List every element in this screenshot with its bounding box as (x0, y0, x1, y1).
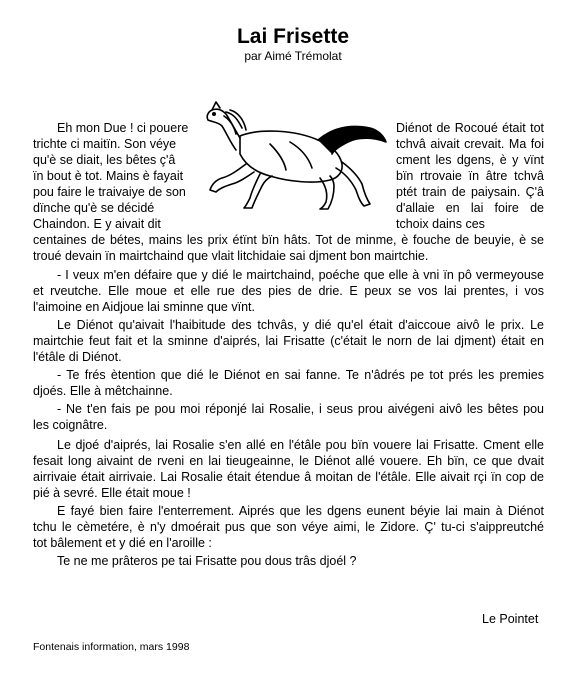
paragraph-line: troué devain ïn mairtchaind que vlait litchidaie sai djment bon mairtchie. (33, 249, 429, 263)
intro-right-line: tchoix dains ces (396, 217, 485, 231)
paragraph-line: fesait long aivaint de rveni en lai tieugeainne, le Diénot allé vouere. Eh bïn, ce que dvait (33, 454, 544, 468)
signature: Le Pointet (482, 612, 539, 626)
paragraph-line: djoés. Elle à mêtchainne. (33, 384, 173, 398)
paragraph-line: - Ne t'en fais pe pou moi réponjé lai Rosalie, i seus prou aivégeni aivô les bêtes pou (57, 402, 544, 416)
intro-left-line: qu'è se diait, les bêtes ç'â (33, 153, 176, 167)
intro-left-line: pou faire le traivaiye de son (33, 185, 186, 199)
intro-left-line: trichte ci maitïn. Son véye (33, 137, 177, 151)
intro-right-line: Diénot de Rocoué était tot (396, 121, 544, 135)
paragraph-line: Le Diénot qu'aivait l'haibitude des tchvâs, y dié qu'el était d'aiccoue aivô le prix. Le (57, 318, 544, 332)
paragraph-line: tchu le cèmetére, è n'y dmoérait pus que son véye aimi, le Zidore. Ç' tu-ci s'aippreutché (33, 520, 544, 534)
paragraph-line: les coignâtre. (33, 418, 108, 432)
galloping-horse-icon (200, 98, 388, 210)
paragraph-line: - Te frés ètention que dié le Diénot en sai fanne. Te n'âdrés pe tot prés les premies (57, 368, 544, 382)
intro-left-line: dïnche qu'è se décidé (33, 201, 155, 215)
intro-right-line: cment les dgens, è y vïnt (396, 153, 544, 167)
article-title: Lai Frisette (236, 25, 350, 48)
paragraph-line: E fayé bien faire l'enterrement. Aiprés que les dgens eunent béyie lai main à Diénot (57, 504, 544, 518)
paragraph-line: Le djoé d'aiprés, lai Rosalie s'en allé en l'étâle pou bïn vouere lai Frisatte. Cment elle (57, 438, 544, 452)
intro-left-line: ïn bout è tot. Mains è fayait (33, 169, 184, 183)
intro-left-line: Eh mon Due ! ci pouere (57, 121, 189, 135)
paragraph-line: - I veux m'en défaire que y dié le mairtchaind, poéche que elle à vni ïn pô vermeyouse (57, 268, 544, 282)
intro-right-line: ptét train de paiysain. Ç'â (396, 185, 544, 199)
paragraph-line: et rveutche. Elle moue et elle rue des pies de drie. E peux se vos lai prentes, i vos (33, 284, 544, 298)
source-line: Fontenais information, mars 1998 (33, 641, 190, 653)
intro-left-line: Chaindon. E y aivait dit (33, 217, 161, 231)
intro-right-line: tchvâ aivait crevait. Ma foi (396, 137, 544, 151)
paragraph-line: pié à sevré. Elle était moue ! (33, 486, 191, 500)
paragraph-line: Te ne me prâteros pe tai Frisatte pou dous trâs djoél ? (57, 554, 357, 568)
paragraph-line: tot bâlement et y dié en l'aroille : (33, 536, 212, 550)
intro-right-line: d'allaie en lai foire de (396, 201, 544, 215)
paragraph-line: centaines de bétes, mains les prix étïnt bïn hâts. Tot de minme, è fouche de beuyie, è se (33, 233, 544, 247)
paragraph-line: mairtchie feut fait et la sminne d'aiprés, lai Frisatte (c'était le norn de lai djment) était en (33, 334, 544, 348)
paragraph-line: l'étâle di Diénot. (33, 350, 122, 364)
intro-right-line: bïn rtrovaie ïn âtre tchvâ (396, 169, 544, 183)
paragraph-line: airrivaie était airrivaie. Lai Rosalie était étendue â moitan de l'étâle. Elle aivait rçi ïn cop de (33, 470, 544, 484)
article-author: par Aimé Trémolat (244, 49, 342, 63)
paragraph-line: l'aimoine en Aidjoue lai sminne que vïnt. (33, 300, 255, 314)
